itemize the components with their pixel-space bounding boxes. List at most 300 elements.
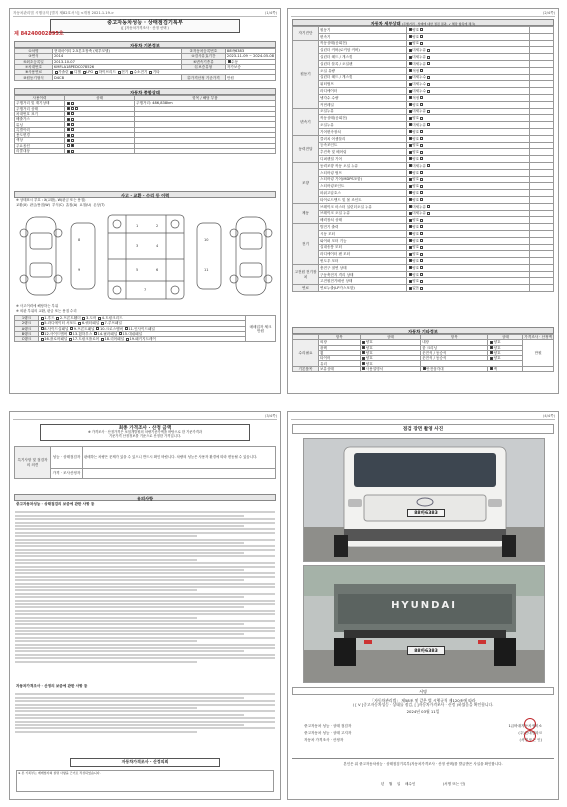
- info-item: 룸 크리닝: [421, 345, 488, 350]
- detail-state-label: 미세누유: [412, 204, 427, 209]
- detail-row: [293, 258, 554, 265]
- info-state: [488, 366, 523, 371]
- buyer-statement: 본인은 위 중고자동차성능 · 상태점검기록부(자동차가격조사 · 산정 선택)를 발급받은 사실을 확인합니다.: [292, 758, 554, 766]
- detail-state-label: 양호: [412, 102, 420, 107]
- checkbox: [71, 128, 74, 131]
- detail-state-label: 적정: [412, 95, 420, 100]
- detail-price: [530, 251, 554, 258]
- warranty-label: ⑪보증유형: [181, 64, 225, 69]
- detail-state-label: 양호: [412, 156, 420, 161]
- detail-state-label: 미세누수: [412, 89, 427, 93]
- detail-row: [293, 169, 554, 176]
- frame-table: [14, 305, 276, 342]
- rank-label: B랭크: [15, 331, 39, 336]
- detail-state-label: 미세누유: [412, 163, 427, 168]
- detail-row: [293, 190, 554, 197]
- fuel-checkbox: [149, 71, 152, 74]
- info-state-label: 양호: [365, 350, 373, 355]
- page-header: [13, 11, 277, 17]
- rank-label: C랭크: [15, 337, 39, 342]
- engine-label: ⑩원동기형식: [15, 75, 53, 80]
- front-plate: 88바6383: [407, 509, 445, 517]
- notice-subhead: 중고자동차성능 · 상태점검의 보증에 관한 사항 등: [16, 502, 95, 506]
- legend-item: 교환(X): [16, 202, 28, 207]
- checkbox: [420, 144, 423, 147]
- detail-item: 실린더 헤드 / 개스킷: [319, 54, 407, 61]
- checkbox: [67, 118, 70, 121]
- front-photo: [303, 438, 545, 562]
- frame-item: 13.휠하우스: [72, 331, 93, 336]
- detail-price: [530, 156, 554, 163]
- rank-label: 1랭크: [15, 316, 39, 321]
- status-row-label: 특별이력: [15, 127, 65, 132]
- fuel-option: 전기: [121, 70, 129, 75]
- page-number: (4/4쪽): [542, 414, 555, 418]
- detail-state: [407, 196, 530, 203]
- detail-price: [530, 224, 554, 231]
- detail-item: 구동축전지 격리 상태: [319, 271, 407, 278]
- detail-row: [293, 264, 554, 271]
- detail-state: [407, 183, 530, 190]
- detail-item: 냉각수 수량: [319, 94, 407, 101]
- legend-item: 요철(U): [79, 202, 92, 207]
- detail-state-label: 미세누유: [412, 48, 427, 53]
- detail-price: [530, 203, 554, 210]
- checkbox: [427, 62, 430, 65]
- detail-item: 스티어링조인트: [319, 183, 407, 190]
- detail-item: 동력조향 작동 오일 누유: [319, 162, 407, 169]
- info-state-label: 양호: [365, 345, 373, 350]
- detail-price: [530, 67, 554, 74]
- frame-item: 14.필러패널: [97, 331, 118, 336]
- detail-state: [407, 115, 530, 122]
- status-detail: [135, 148, 276, 153]
- detail-state-label: 양호: [412, 177, 420, 182]
- checkbox: [490, 357, 493, 360]
- detail-row: [293, 278, 554, 285]
- detail-row: [293, 285, 554, 292]
- detail-group: 조향: [293, 162, 319, 203]
- pricing-note-2: 기준가격 산정정보를 기준으로 산정한 가격입니다.: [108, 434, 182, 439]
- notice-small: ※ 본 기록부는 매매업자의 설명 사항을 근거로 작성되었습니다.: [16, 770, 274, 792]
- info-state-label: 양호: [365, 361, 373, 366]
- status-row-label: 배출가스: [15, 117, 65, 122]
- frame-item: 11.인사이드패널: [128, 326, 155, 331]
- svg-text:11: 11: [204, 268, 209, 272]
- detail-price: [530, 54, 554, 61]
- detail-state-label: 미세누수: [412, 82, 427, 87]
- detail-state: [407, 60, 530, 67]
- cert-line-1: 「자동차관리법」 제58조 및 같은 법 시행규칙 제120조에 따라: [370, 698, 476, 703]
- other-info: [292, 327, 554, 372]
- detail-row: [293, 271, 554, 278]
- checkbox: [490, 341, 493, 344]
- frame-item: 7.루프패널: [104, 321, 122, 326]
- detail-price: [530, 115, 554, 122]
- diagram-caption: ※ 사고이력에 해당하는 부위: [16, 304, 59, 308]
- checkbox: [71, 107, 74, 110]
- detail-state-label: 양호: [412, 190, 420, 195]
- detail-item: 실린더 블록 / 오일팬: [319, 60, 407, 67]
- detail-item: 기어변속장치: [319, 128, 407, 135]
- detail-status-heading: [292, 19, 554, 26]
- detail-state: [407, 176, 530, 183]
- detail-row: [293, 251, 554, 258]
- detail-item: 작동상태(공회전): [319, 115, 407, 122]
- accident-note: ※ 상태표시 부호 : X(교환), W(판금 또는 용접): [16, 198, 86, 202]
- cert-date: 2024년 03월 11일: [406, 708, 440, 714]
- detail-row: [293, 40, 554, 47]
- detail-item: 등속조인트: [319, 142, 407, 149]
- frame-item: 5.라디에이터 서포트: [44, 321, 77, 326]
- detail-state-label: 양호: [412, 116, 420, 121]
- detail-state: [407, 122, 530, 129]
- detail-row: [293, 108, 554, 115]
- mileage: 주행거리: 486,838km: [135, 101, 276, 106]
- signer-name: (서명 또는 인): [519, 738, 542, 742]
- price-unit: 만원: [523, 340, 554, 366]
- detail-state-label: 양호: [412, 129, 420, 134]
- detail-state-label: 미세누수: [412, 75, 427, 80]
- frame-item: 12.사이드멤버: [44, 331, 68, 336]
- detail-price: [530, 122, 554, 129]
- detail-state: [407, 210, 530, 217]
- detail-state: [407, 162, 530, 169]
- detail-state: [407, 278, 530, 285]
- transmission-value: 수동: [231, 59, 239, 64]
- checkbox: [362, 367, 365, 370]
- info-state: [360, 366, 420, 371]
- frame-item: 17.트렁크플로어: [72, 337, 100, 342]
- detail-state-label: 양호: [412, 27, 420, 32]
- detail-item: 커먼레일: [319, 101, 407, 108]
- group-repair: 수리필요: [293, 340, 319, 366]
- detail-row: [293, 81, 554, 88]
- form-reference: 자동차관리법 시행규칙 [별지 제82호서식] <개정 2021.1.19.>: [13, 11, 115, 15]
- checkbox: [101, 322, 104, 325]
- detail-state-label: 양호: [412, 143, 420, 148]
- signer-name: 1급바퀴자동차정비소: [508, 724, 542, 728]
- status-col: 항목 / 해당 부품: [135, 96, 276, 101]
- detail-item: 윈도우 모터: [319, 258, 407, 265]
- checkbox: [71, 118, 74, 121]
- detail-price: [530, 244, 554, 251]
- detail-state-label: 양호: [412, 197, 420, 202]
- detail-group: 제동: [293, 203, 319, 223]
- detail-row: [293, 135, 554, 142]
- engine-type: D4CB: [53, 75, 182, 80]
- detail-state: [407, 135, 530, 142]
- detail-state: [407, 74, 530, 81]
- notice-text-block-2: [15, 692, 275, 734]
- checkbox: [420, 273, 423, 276]
- info-item: 광택: [319, 345, 361, 350]
- detail-row: [293, 156, 554, 163]
- page-number: (3/4쪽): [264, 414, 277, 418]
- detail-price: [530, 128, 554, 135]
- detail-row: [293, 203, 554, 210]
- detail-price: [530, 258, 554, 265]
- detail-state: [407, 88, 530, 95]
- checkbox: [362, 357, 365, 360]
- checkbox: [427, 83, 430, 86]
- detail-state-label: 적정: [412, 68, 420, 73]
- detail-state: [407, 27, 530, 34]
- svg-text:6: 6: [156, 268, 159, 272]
- checkbox: [420, 253, 423, 256]
- detail-group: 고전원 전기장치: [293, 264, 319, 284]
- detail-row: [293, 88, 554, 95]
- detail-price: [530, 210, 554, 217]
- detail-title: 자동차 세부상태: [370, 21, 401, 26]
- detail-row: [293, 162, 554, 169]
- detail-price: [530, 88, 554, 95]
- info-item: 타이어: [319, 356, 361, 361]
- special-label: 특기사항 및 점검자의 의견: [15, 447, 51, 479]
- checkbox: [427, 76, 430, 79]
- checkbox: [119, 332, 122, 335]
- notice-subhead-2: 자동차가격조사 · 산정의 보증에 관한 사항 등: [16, 684, 88, 688]
- detail-row: [293, 244, 554, 251]
- detail-price: [530, 264, 554, 271]
- pricing-request-box: 자동차가격조사 · 산정의뢰: [70, 758, 220, 767]
- detail-status: [292, 19, 554, 292]
- detail-state: [407, 271, 530, 278]
- detail-row: [293, 54, 554, 61]
- info-item: 휠: [319, 350, 361, 355]
- checkbox: [67, 139, 70, 142]
- frame-items: [39, 337, 246, 342]
- checkbox: [362, 341, 365, 344]
- svg-text:3: 3: [136, 244, 139, 248]
- pricing-row-label: 가격 · 조사산정자: [51, 469, 83, 479]
- detail-group: 전기: [293, 224, 319, 265]
- checkbox: [490, 346, 493, 349]
- checkbox: [71, 134, 74, 137]
- page-number: (1/4쪽): [264, 11, 277, 15]
- overall-status-heading: 자동차 종합상태: [14, 88, 276, 95]
- checkbox: [75, 107, 78, 110]
- detail-state-label: 양호: [412, 136, 420, 141]
- detail-state-label: 양호: [412, 218, 420, 223]
- info-state-label: 양호: [493, 350, 501, 355]
- detail-row: [293, 115, 554, 122]
- checkbox: [427, 205, 430, 208]
- signer-row: [304, 738, 542, 745]
- checkbox: [420, 178, 423, 181]
- detail-state: [407, 224, 530, 231]
- detail-price: [530, 27, 554, 34]
- detail-row: [293, 224, 554, 231]
- detail-price: [530, 271, 554, 278]
- pricing-title: 최종 가격조사 · 산정 금액: [118, 426, 172, 431]
- detail-state-label: 양호: [412, 41, 420, 46]
- detail-item: 실린더 헤드 / 개스킷: [319, 74, 407, 81]
- detail-item: 고전원전기배선 상태: [319, 278, 407, 285]
- signer-label: 중고자동차 성능 · 상태 고지자: [304, 731, 352, 735]
- page-3: [9, 411, 281, 800]
- detail-item: 배력장치 상태: [319, 217, 407, 224]
- detail-item: 추진축 및 베어링: [319, 149, 407, 156]
- detail-item: 워터펌프: [319, 81, 407, 88]
- detail-state: [407, 54, 530, 61]
- svg-text:4: 4: [156, 244, 159, 248]
- vin-label: ⑦차대번호: [15, 64, 53, 69]
- legend-item: 부식(C): [52, 202, 64, 207]
- accident-heading: 사고 · 교환 · 수리 등 이력: [14, 191, 276, 198]
- checkbox: [420, 171, 423, 174]
- detail-row: [293, 128, 554, 135]
- detail-state-label: 미세누유: [412, 122, 427, 127]
- detail-state: [407, 81, 530, 88]
- fuel-option: 가솔린: [58, 70, 69, 75]
- price-value: 만원: [225, 75, 275, 80]
- frame-item: 15.대쉬패널: [122, 331, 143, 336]
- detail-state: [407, 33, 530, 40]
- info-state-label: 양호: [365, 340, 373, 345]
- checkbox: [427, 123, 430, 126]
- front-truck-image: [304, 439, 545, 562]
- sign-caption: 서명: [292, 687, 554, 695]
- signer-label: 중고자동차 성능 · 상태 점검자: [304, 724, 352, 728]
- info-item: 운전석 / 동승석: [421, 356, 488, 361]
- model-year: 2014: [53, 54, 182, 59]
- checkbox: [427, 49, 430, 52]
- fuel-option: LPG: [86, 70, 94, 75]
- detail-price: [530, 33, 554, 40]
- vehicle-name: 현대마이티 2.5톤초장축 (세부모델): [53, 49, 182, 54]
- fuel-option: 기타: [152, 70, 160, 75]
- checkbox: [70, 327, 73, 330]
- special-notes: [14, 446, 276, 479]
- detail-item: 오일누유: [319, 122, 407, 129]
- checkbox: [67, 150, 70, 153]
- detail-state: [407, 264, 530, 271]
- detail-item: 라디에이터 팬 모터: [319, 251, 407, 258]
- detail-item: 충전구 절연 상태: [319, 264, 407, 271]
- detail-price: [530, 47, 554, 54]
- status-marks: [65, 148, 135, 153]
- detail-price: [530, 108, 554, 115]
- detail-row: [293, 237, 554, 244]
- year-label: ③연식: [15, 54, 53, 59]
- detail-state-label: 양호: [412, 34, 420, 39]
- page-1: [9, 8, 281, 394]
- rank-label: A랭크: [15, 326, 39, 331]
- detail-state: [407, 203, 530, 210]
- frame-item: 16.플로어패널: [44, 337, 68, 342]
- diagram-caption-2: ※ 외판 부위의 교환, 판금 또는 용접 수리: [16, 309, 77, 313]
- checkbox: [420, 198, 423, 201]
- checkbox: [420, 287, 423, 290]
- status-row-label: 튜닝: [15, 122, 65, 127]
- page-header: [291, 11, 555, 17]
- detail-state: [407, 230, 530, 237]
- checkbox: [78, 322, 81, 325]
- checkbox: [71, 123, 74, 126]
- legend-item: 흠집(A): [65, 202, 78, 207]
- page-2: [287, 8, 559, 394]
- detail-price: [530, 237, 554, 244]
- detail-item: 디퍼렌셜 기어: [319, 156, 407, 163]
- page-header: [13, 414, 277, 420]
- detail-state: [407, 237, 530, 244]
- checkbox: [67, 144, 70, 147]
- detail-row: [293, 101, 554, 108]
- price-label: ⑫가격산정 기준가격: [181, 75, 225, 80]
- fuel-option: 하이브리드: [98, 70, 116, 75]
- detail-state: [407, 149, 530, 156]
- damage-legend: [14, 204, 276, 208]
- frame-item: 3.도어: [86, 316, 97, 321]
- basic-info: [14, 41, 276, 81]
- detail-price: [530, 40, 554, 47]
- detail-row: [293, 67, 554, 74]
- info-state-label: 양호: [493, 345, 501, 350]
- rear-brand-lettering: HYUNDAI: [391, 600, 457, 611]
- detail-price: [530, 74, 554, 81]
- checkbox: [362, 362, 365, 365]
- checkbox: [71, 139, 74, 142]
- checkbox: [420, 219, 423, 222]
- detail-state: [407, 285, 530, 292]
- checkbox: [420, 103, 423, 106]
- info-state-label: 양호: [493, 340, 501, 345]
- checkbox: [420, 157, 423, 160]
- photo-section-title: 점검 장면 촬영 사진: [292, 424, 554, 434]
- status-row-label: 주요옵션: [15, 143, 65, 148]
- detail-item: 실내송풍 모터: [319, 244, 407, 251]
- detail-group: 변속기: [293, 108, 319, 135]
- rear-truck-image: [304, 566, 545, 683]
- detail-state-label: 양호: [412, 238, 420, 243]
- info-state-label: 양호: [493, 356, 501, 361]
- detail-item: 원동기: [319, 27, 407, 34]
- car-side-left: [26, 217, 56, 295]
- detail-row: [293, 183, 554, 190]
- fuel-checkbox: [70, 71, 73, 74]
- checkbox: [101, 338, 104, 341]
- plate-label: ②자동차등록번호: [181, 49, 225, 54]
- detail-item: 오일 유량: [319, 67, 407, 74]
- detail-state-label: 미세누유: [412, 211, 427, 216]
- detail-item: 시동 모터: [319, 230, 407, 237]
- detail-item: 클러치 어셈블리: [319, 135, 407, 142]
- detail-row: [293, 210, 554, 217]
- detail-price: [530, 230, 554, 237]
- detail-price: [530, 190, 554, 197]
- detail-state: [407, 67, 530, 74]
- detail-state: [407, 108, 530, 115]
- checkbox: [71, 150, 74, 153]
- signer-row: [304, 731, 542, 738]
- checkbox: [71, 144, 74, 147]
- detail-row: [293, 60, 554, 67]
- detail-price: [530, 217, 554, 224]
- car-diagram: [16, 211, 276, 303]
- frame-item: 10.크로스멤버: [99, 326, 124, 331]
- legend-item: 판금/용접(W): [29, 202, 50, 207]
- price-col: 가격조사 · 산정액: [524, 335, 552, 340]
- detail-state: [407, 40, 530, 47]
- detail-item: 브레이크 오일 누유: [319, 210, 407, 217]
- detail-state: [407, 47, 530, 54]
- special-body: 판매하는 차량은 문제가 있을 수 있으니 반드시 확인 바랍니다. 차량의 성능은 사용자 환경에 따라 변동될 수 있습니다.: [83, 447, 276, 469]
- checkbox: [420, 117, 423, 120]
- frame-item: 8.사이드실패널: [44, 326, 69, 331]
- pricing-row-value: [83, 469, 276, 479]
- dealer-check-label: 매매업자 체크: [249, 324, 272, 329]
